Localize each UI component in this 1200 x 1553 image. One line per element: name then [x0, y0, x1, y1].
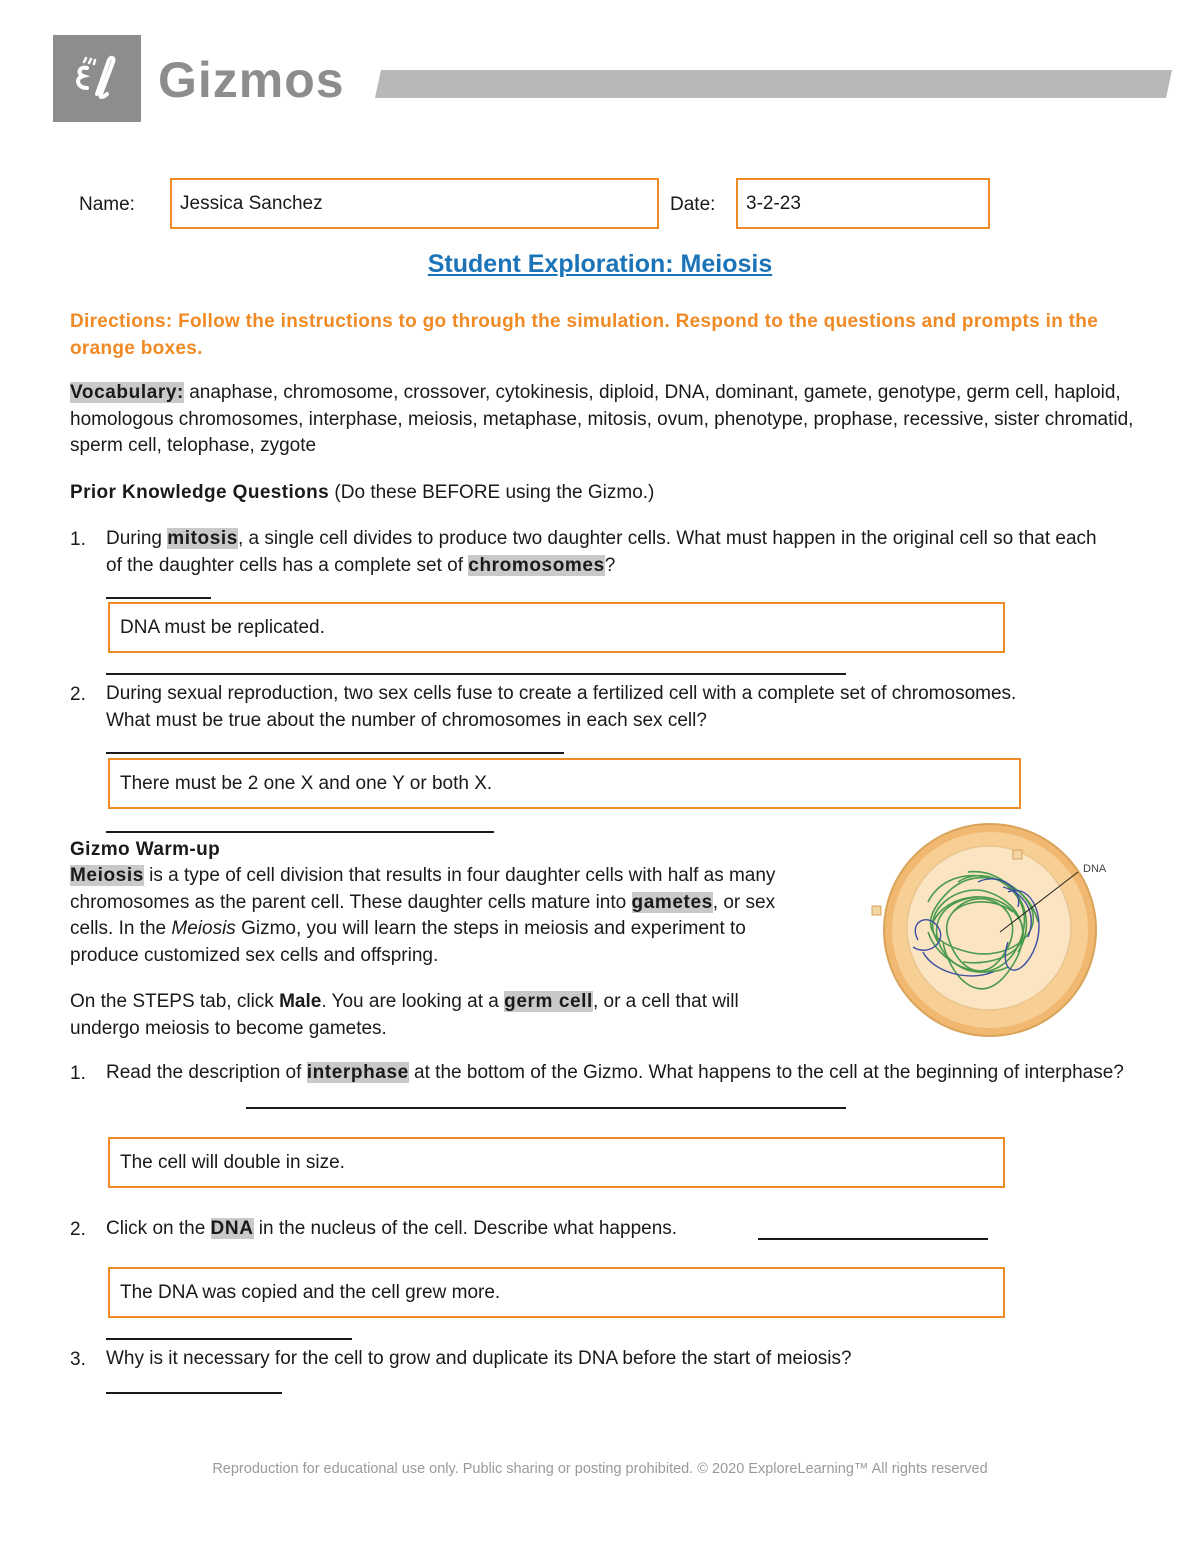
- warmup-q3-text: Why is it necessary for the cell to grow and duplicate its DNA before the start of meiosis?: [106, 1348, 852, 1369]
- term-chromosomes: chromosomes: [468, 554, 605, 576]
- prior-knowledge-note: (Do these BEFORE using the Gizmo.): [329, 482, 655, 503]
- warmup-q2-post: in the nucleus of the cell. Describe what happens.: [253, 1218, 678, 1239]
- warmup-paragraph-2: [70, 989, 770, 1042]
- prior-q1-text: [106, 526, 1116, 579]
- name-label: Name:: [79, 194, 135, 215]
- warmup-q1-answer-box[interactable]: The cell will double in size.: [108, 1137, 1005, 1188]
- prior-q1-post: ?: [604, 554, 616, 576]
- prior-knowledge-heading-line: [70, 480, 1140, 507]
- header-bar: [375, 70, 1172, 98]
- warmup-heading: Gizmo Warm-up: [70, 839, 221, 860]
- answer-line: [758, 1238, 988, 1240]
- prior-q2-answer-box[interactable]: There must be 2 one X and one Y or both X.: [108, 758, 1021, 809]
- answer-line: [106, 1338, 352, 1340]
- directions-text: Directions: Follow the instructions to go through the simulation. Respond to the questions and prompts in the orange boxes.: [70, 311, 1099, 359]
- warmup-p1b: , or sex cells. In the: [70, 891, 776, 939]
- explorelearning-logo: [53, 35, 141, 122]
- warmup-q1-text: [106, 1060, 1126, 1087]
- dna-figure-label: DNA: [1083, 863, 1107, 875]
- brand-name: Gizmos: [158, 52, 345, 108]
- prior-q1-pre: During: [106, 528, 168, 549]
- warmup-q2-answer-box[interactable]: The DNA was copied and the cell grew more.: [108, 1267, 1005, 1318]
- warmup-q1-number: 1.: [70, 1063, 86, 1084]
- prior-q2-number: 2.: [70, 684, 86, 705]
- footer-copyright: Reproduction for educational use only. Public sharing or posting prohibited. © 2020 ExploreLearning™ All rights reserved: [212, 1461, 988, 1477]
- el-logo-icon: [67, 54, 127, 104]
- term-meiosis: Meiosis: [70, 865, 144, 886]
- date-field[interactable]: 3-2-23: [736, 178, 990, 229]
- prior-q1-number: 1.: [70, 529, 86, 550]
- answer-line: [106, 673, 846, 675]
- page-title: Student Exploration: Meiosis: [427, 250, 773, 278]
- term-mitosis: mitosis: [167, 528, 238, 549]
- term-gametes: gametes: [631, 891, 713, 913]
- gizmo-name: Meiosis: [171, 918, 236, 939]
- answer-line: [246, 1107, 846, 1109]
- warmup-q2-pre: Click on the: [106, 1218, 211, 1239]
- germ-cell-illustration: [858, 822, 1128, 1042]
- term-dna: DNA: [210, 1218, 254, 1239]
- term-interphase: interphase: [306, 1062, 409, 1083]
- warmup-q2-text: [106, 1216, 806, 1243]
- name-field[interactable]: Jessica Sanchez: [170, 178, 659, 229]
- prior-q1-mid: , a single cell divides to produce two daughter cells. What must happen in the original cell so that each of the daughter cells has a complete set of: [106, 528, 1097, 576]
- answer-line: [106, 1392, 282, 1394]
- prior-q2-text: During sexual reproduction, two sex cells fuse to create a fertilized cell with a complete set of chromosomes. What must be true about the number of chromosomes in each sex cell?: [106, 683, 1017, 731]
- term-germ-cell: germ cell: [504, 991, 593, 1012]
- warmup-q1-pre: Read the description of: [106, 1062, 307, 1083]
- answer-line: [106, 752, 564, 754]
- warmup-p2b: . You are looking at a: [321, 991, 505, 1012]
- warmup-p2c: , or a cell that will undergo meiosis to become gametes.: [70, 991, 739, 1039]
- warmup-paragraph-1: [70, 863, 800, 969]
- prior-knowledge-heading: Prior Knowledge Questions: [70, 482, 330, 503]
- prior-q1-answer-box[interactable]: DNA must be replicated.: [108, 602, 1005, 653]
- warmup-p2a: On the STEPS tab, click: [70, 991, 280, 1012]
- warmup-p1a: is a type of cell division that results in four daughter cells with half as many chromosomes as the parent cell. These daughter cells mature into: [70, 865, 776, 913]
- answer-line: [106, 831, 494, 833]
- answer-line: [106, 597, 211, 599]
- male-button-ref: Male: [279, 991, 322, 1012]
- vocabulary-paragraph: [70, 380, 1140, 460]
- warmup-p1c: Gizmo, you will learn the steps in meiosis and experiment to produce customized sex cells and offspring.: [70, 918, 746, 966]
- warmup-q1-post: at the bottom of the Gizmo. What happens to the cell at the beginning of interphase?: [408, 1062, 1124, 1083]
- vocabulary-list: anaphase, chromosome, crossover, cytokinesis, diploid, DNA, dominant, gamete, genotype, germ cell, haploid, homologous chromosomes, interphase, meiosis, metaphase, mitosis, ovum, phenotype, prophase, recessive, sister chromatid, sperm cell, telophase, zygote: [70, 382, 1134, 456]
- vocabulary-label: Vocabulary:: [70, 382, 184, 403]
- date-label: Date:: [670, 194, 716, 215]
- warmup-q3-number: 3.: [70, 1349, 86, 1370]
- warmup-q2-number: 2.: [70, 1219, 86, 1240]
